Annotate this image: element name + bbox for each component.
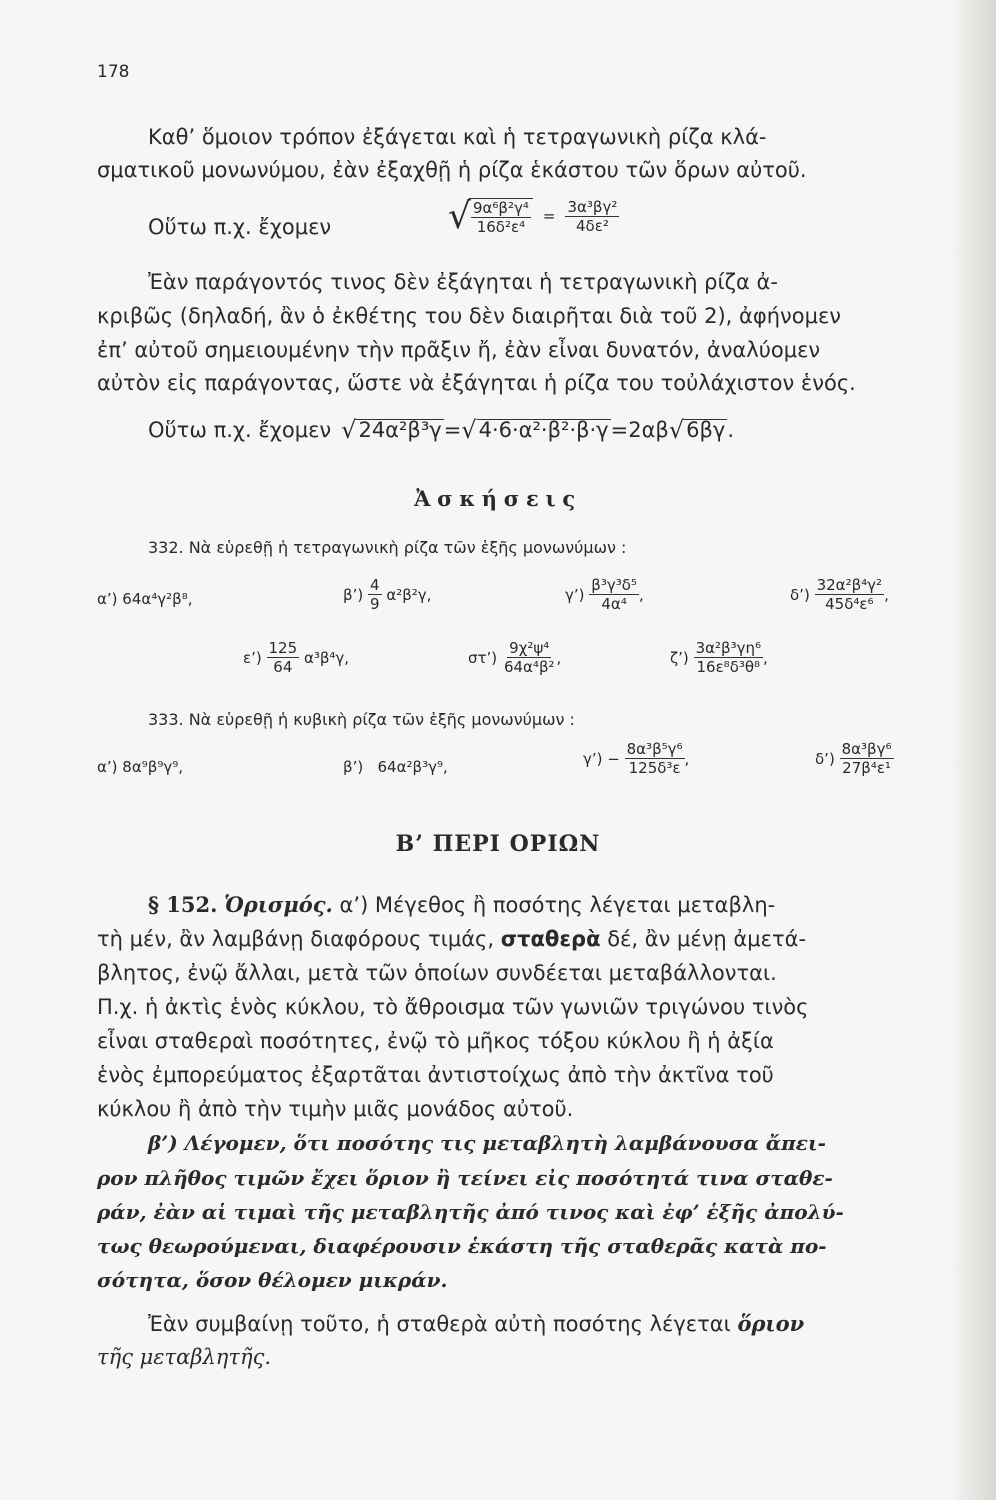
ex332-f — [468, 641, 561, 675]
ex333-a-label: α’) — [97, 758, 118, 776]
example-1-label: Οὕτω π.χ. ἔχομεν — [148, 215, 332, 239]
ex332-b — [343, 578, 431, 612]
def-b-line-3: ράν, ἐὰν αἱ τιμαὶ τῆς μεταβλητῆς ἀπό τινος καὶ ἐφ’ ἑξῆς ἀπολύ- — [97, 1200, 844, 1224]
intro-line-2: σματικοῦ μονωνύμου, ἐὰν ἐξαχθῇ ἡ ρίζα ἑκάστου τῶν ὅρων αὐτοῦ. — [97, 158, 807, 182]
ex332-c-den: 4α⁴ — [601, 595, 627, 613]
radical-sign: √ — [341, 416, 357, 444]
exercises-title: Ἀσκήσεις — [414, 486, 582, 511]
page-gutter-shadow — [950, 0, 996, 1500]
sec152-line-4: Π.χ. ἡ ἀκτὶς ἑνὸς κύκλου, τὸ ἄθροισμα τῶν γωνιῶν τριγώνου τινὸς — [97, 995, 809, 1019]
ex332-b-label: β’) — [343, 585, 364, 604]
closing-line-1-text: Ἐὰν συμβαίνῃ τοῦτο, ἡ σταθερὰ αὐτὴ ποσότης λέγεται — [148, 1312, 731, 1336]
intro-line-1: Καθ’ ὅμοιον τρόπον ἐξάγεται καὶ ἡ τετραγωνικὴ ρίζα κλά- — [148, 125, 767, 149]
ex332-g-label: ζ’) — [670, 648, 689, 667]
ex332-a — [97, 592, 193, 607]
ex333-c — [583, 742, 689, 776]
ex332-a-expr: 64α⁴γ²β⁸, — [122, 590, 193, 608]
ex332-heading: 332. Νὰ εὑρεθῇ ἡ τετραγωνικὴ ρίζα τῶν ἑξῆς μονωνύμων : — [148, 538, 627, 557]
example-1-formula — [448, 195, 619, 237]
ex332-d-num: 32α²β⁴γ² — [816, 576, 883, 594]
para2-line-2: κριβῶς (δηλαδή, ἂν ὁ ἐκθέτης του δὲν διαιρῆται διὰ τοῦ 2), ἀφήνομεν — [97, 304, 842, 328]
sec152-line-6: ἑνὸς ἐμπορεύματος ἐξαρτᾶται ἀντιστοίχως ἀπὸ τὴν ἀκτῖνα τοῦ — [97, 1063, 774, 1087]
sec152-title: Ὁρισμός. — [224, 892, 333, 917]
radical-sign: √ — [668, 416, 685, 444]
ex332-d-tail: , — [884, 585, 889, 604]
ex332-e — [243, 641, 349, 675]
ex333-c-tail: , — [684, 749, 690, 768]
sec152-line-2b: δέ, ἂν μένῃ ἀμετά- — [607, 927, 807, 951]
ex333-heading: 333. Νὰ εὑρεθῇ ἡ κυβικὴ ρίζα τῶν ἑξῆς μονωνύμων : — [148, 710, 575, 729]
ex332-g-num: 3α²β³γη⁶ — [695, 639, 761, 657]
para2-line-1-text: Ἐὰν παράγοντός τινος δὲν ἐξάγηται ἡ τετραγωνικὴ ρίζα ἀ- — [148, 270, 778, 294]
def-b-line-4: τως θεωρούμεναι, διαφέρουσιν ἑκάστη τῆς σταθερᾶς κατὰ πο- — [97, 1234, 827, 1258]
result-numerator: 3α³βγ² — [567, 197, 618, 216]
ex332-c — [565, 578, 644, 612]
ex333-c-num: 8α³β⁵γ⁶ — [626, 740, 683, 758]
ex333-c-label: γ’) − — [583, 749, 620, 768]
ex332-b-num: 4 — [369, 576, 380, 594]
para2-line-3: ἐπ’ αὐτοῦ σημειουμένην τὴν πρᾶξιν ἤ, ἐὰν εἶναι δυνατόν, ἀναλύομεν — [97, 338, 821, 362]
sec152-line-1 — [148, 894, 775, 916]
example-2-label: Οὕτω π.χ. ἔχομεν — [148, 417, 332, 442]
example-2 — [148, 418, 734, 442]
ex333-c-den: 125δ³ε — [628, 759, 681, 777]
ex333-b-label: β’) — [343, 758, 364, 776]
ex333-a-expr: 8α⁹β⁹γ⁹, — [122, 758, 183, 776]
page-number: 178 — [97, 62, 130, 82]
sec152-line-5: εἶναι σταθεραὶ ποσότητες, ἐνῷ τὸ μῆκος τόξου κύκλου ἢ ἡ ἀξία — [97, 1029, 774, 1053]
radicand-2: 4·6·α²·β²·β·γ — [478, 418, 609, 442]
ex332-e-label: ε’) — [243, 648, 262, 667]
para2-line-1 — [148, 272, 945, 293]
ex332-a-label: α’) — [97, 590, 118, 608]
ex332-f-num: 9χ²ψ⁴ — [509, 639, 550, 657]
ex333-b-expr: 64α²β³γ⁹, — [377, 758, 448, 776]
radicand-denominator: 16δ²ε⁴ — [476, 218, 526, 236]
ex332-f-label: στ’) — [468, 648, 498, 667]
ex332-d-label: δ’) — [790, 585, 810, 604]
ex332-e-den: 64 — [273, 658, 293, 676]
sec152-marker: § 152. — [148, 892, 218, 917]
sec152-line-1-text: α’) Μέγεθος ἢ ποσότης λέγεται μεταβλη- — [339, 893, 776, 917]
sec152-line-7: κύκλου ἢ ἀπὸ τὴν τιμὴν μιᾶς μονάδος αὐτοῦ. — [97, 1097, 574, 1121]
ex332-d — [790, 578, 889, 612]
ex333-b — [343, 760, 448, 775]
ex332-g-tail: , — [763, 648, 768, 667]
ex332-e-num: 125 — [268, 639, 298, 657]
period: . — [727, 417, 734, 442]
ex333-d — [815, 742, 894, 776]
sec152-line-2-bold: σταθερὰ — [500, 927, 601, 951]
equals-1: = — [443, 417, 462, 442]
ex332-c-tail: , — [638, 585, 644, 604]
closing-bold-term: ὅριον — [737, 1311, 805, 1336]
radical-sign: √ — [448, 195, 471, 237]
radical-sign: √ — [461, 416, 477, 444]
sec152-line-2a: τὴ μέν, ἂν λαμβάνῃ διαφόρους τιμάς, — [97, 927, 495, 951]
para2-line-4: αὐτὸν εἰς παράγοντας, ὥστε νὰ ἐξάγηται ἡ ρίζα του τοὐλάχιστον ἑνός. — [97, 371, 856, 395]
radicand — [469, 198, 533, 235]
ex332-g-den: 16ε⁸δ³θ⁸ — [696, 658, 761, 676]
closing-line-1 — [148, 1313, 804, 1335]
ex332-g — [670, 641, 768, 675]
radicand-3: 6βγ — [686, 418, 726, 442]
ex332-f-tail: , — [556, 648, 562, 667]
ex332-d-den: 45δ⁴ε⁶ — [825, 595, 874, 613]
ex332-c-label: γ’) — [565, 585, 585, 604]
ex333-d-den: 27β⁴ε¹ — [842, 759, 891, 777]
ex332-e-tail: α³β⁴γ, — [303, 648, 350, 667]
ex332-b-den: 9 — [369, 595, 380, 613]
closing-line-2: τῆς μεταβλητῆς. — [97, 1345, 272, 1369]
ex333-d-label: δ’) — [815, 749, 835, 768]
ex332-b-tail: α²β²γ, — [386, 585, 432, 604]
def-b-line-5: σότητα, ὅσον θέλομεν μικράν. — [97, 1268, 448, 1292]
def-b-line-2: ρον πλῆθος τιμῶν ἔχει ὅριον ἢ τείνει εἰς ποσότητά τινα σταθε- — [97, 1166, 833, 1190]
radicand-1: 24α²β³γ — [358, 418, 442, 442]
ex332-c-num: β³γ³δ⁵ — [591, 576, 637, 594]
result-denominator: 4δε² — [575, 216, 609, 235]
def-b-line-1: β’) Λέγομεν, ὅτι ποσότης τις μεταβλητὴ λαμβάνουσα ἄπει- — [148, 1131, 826, 1155]
ex333-a — [97, 760, 183, 775]
equals-sign: = — [542, 207, 556, 225]
sec152-line-3: βλητος, ἐνῷ ἄλλαι, μετὰ τῶν ὁποίων συνδέεται μεταβάλλονται. — [97, 961, 777, 985]
section-heading: Β’ ΠΕΡΙ ΟΡΙΩΝ — [395, 831, 601, 857]
ex332-f-den: 64α⁴β² — [503, 658, 555, 676]
ex333-d-num: 8α³βγ⁶ — [841, 740, 892, 758]
sec152-line-2 — [97, 929, 806, 950]
equals-2: =2αβ — [610, 417, 669, 442]
radicand-numerator: 9α⁶β²γ⁴ — [472, 199, 529, 217]
